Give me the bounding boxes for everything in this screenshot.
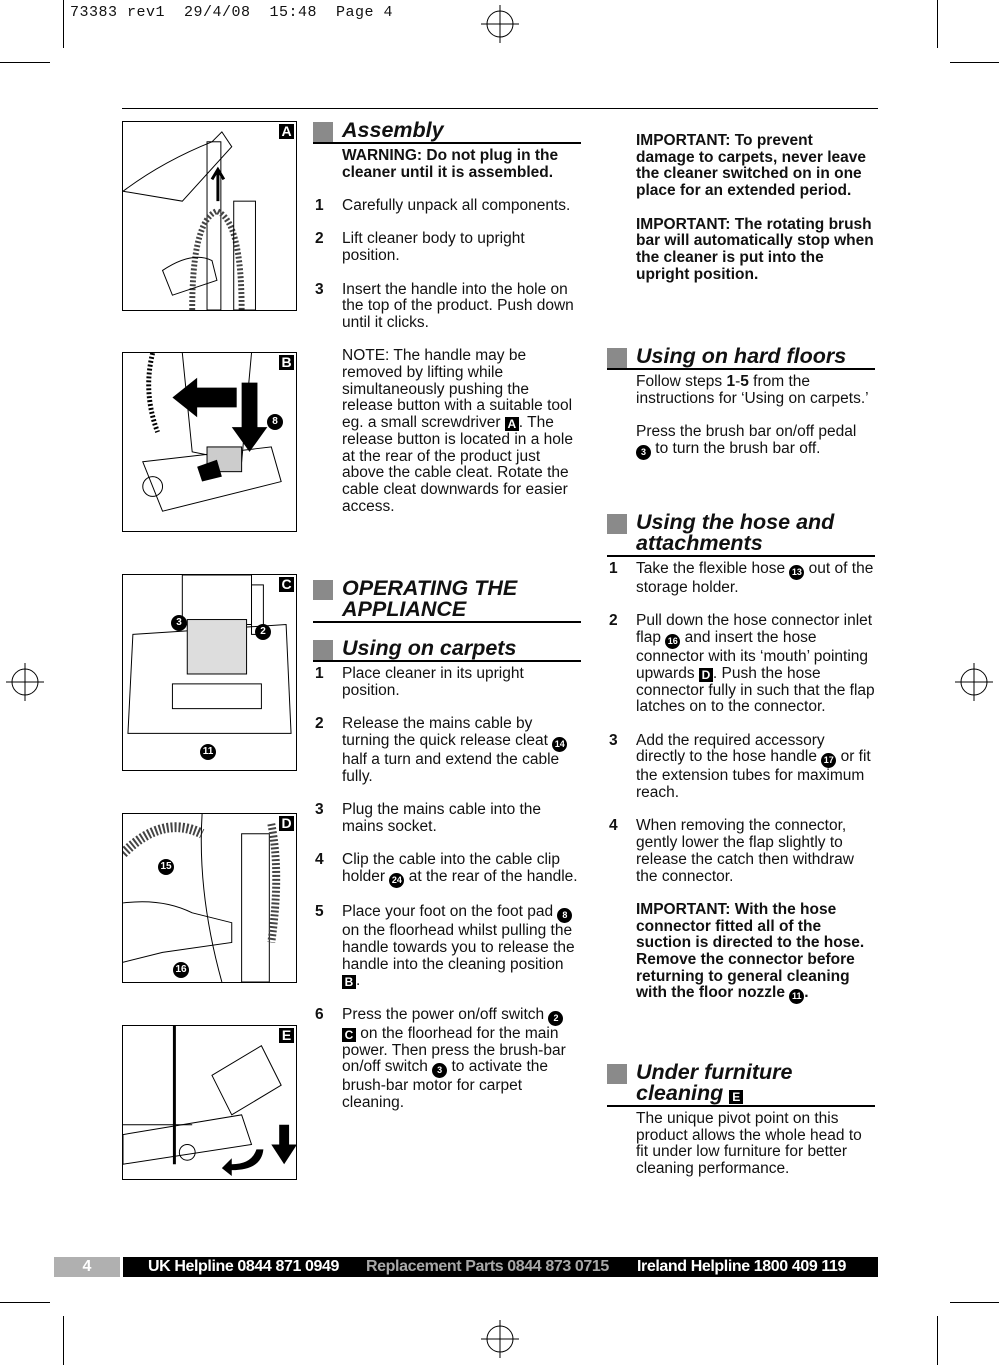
section [313, 578, 581, 623]
callout-3: 3 [171, 615, 187, 631]
crop-mark [950, 1302, 999, 1303]
figure-label: C [279, 577, 294, 592]
callout-number-icon: 2 [548, 1011, 563, 1026]
heading-square-icon [313, 580, 333, 600]
section-heading [607, 1062, 875, 1107]
figure-ref-badge: B [342, 975, 356, 989]
callout-15: 15 [158, 859, 174, 875]
text: Follow steps [636, 373, 727, 390]
text: . [804, 984, 809, 1002]
text: IMPORTANT: To prevent damage to carpets, never leave the cleaner switched on in one place for an extended period. [636, 132, 867, 200]
text: . [356, 972, 361, 990]
text: Press the brush bar on/off pedal [636, 423, 857, 441]
callout-number-icon: 13 [789, 565, 804, 580]
illustration-floorhead [123, 575, 296, 770]
text: IMPORTANT: With the hose connector fitted all of the suction is directed to the hose. Remove the connector before returning to general cleaning with the floor nozzle [636, 900, 865, 1002]
figure-c-floorhead-switches [122, 574, 297, 771]
middle-column [313, 0, 581, 1240]
text: Clip the cable into the cable clip holder [342, 850, 560, 885]
callout-number-icon: 11 [789, 989, 804, 1004]
crop-mark [937, 1316, 938, 1365]
text: NOTE: The handle may be removed by lifting while simultaneously pushing the release button with a suitable tool eg. a small screwdriver [342, 347, 573, 432]
callout-number-icon: 8 [557, 908, 572, 923]
step-ref: 5 [740, 373, 749, 390]
registration-mark-icon [6, 663, 44, 701]
paragraph [607, 217, 875, 284]
numbered-step [313, 198, 581, 215]
text: When removing the connector, gently lower the flap slightly to release the catch then withdraw the connector. [636, 817, 854, 885]
illustration-foot-pedal [123, 353, 296, 531]
step-number: 2 [609, 612, 618, 630]
numbered-step [313, 282, 581, 332]
text: Plug the mains cable into the mains socket. [342, 800, 542, 835]
text: IMPORTANT: The rotating brush bar will automatically stop when the cleaner is put into the upright position. [636, 215, 874, 283]
crop-mark [0, 1302, 50, 1303]
figure-b-upright-release [122, 352, 297, 532]
illustration-under-furniture [123, 1026, 296, 1179]
numbered-step [313, 904, 581, 990]
text: to turn the brush bar off. [651, 439, 821, 457]
heading-square-icon [607, 514, 627, 534]
text: out of the storage holder. [636, 560, 874, 596]
text: to activate the brush-bar motor for carpet cleaning. [342, 1058, 548, 1111]
crop-mark [63, 0, 64, 48]
heading-square-icon [313, 640, 333, 660]
crop-mark [63, 1316, 64, 1365]
step-number: 2 [315, 715, 324, 733]
figure-ref-badge: D [699, 668, 713, 682]
text: Carefully unpack all components. [342, 197, 571, 215]
text: . Push the hose connector fully in such that the flap latches on to the connector. [636, 664, 875, 716]
paragraph [313, 348, 581, 515]
step-number: 4 [609, 817, 618, 835]
numbered-step [313, 716, 581, 785]
section [607, 346, 875, 476]
section-heading [607, 512, 875, 557]
heading-text: Under furniture cleaning [636, 1060, 793, 1105]
section-heading [313, 578, 581, 623]
heading-text: Using the hose and attachments [636, 510, 835, 555]
section [607, 133, 875, 300]
figure-ref-badge: E [729, 1090, 743, 1104]
text: . The release button is located in a hole at the rear of the product just above the cable cleat. Rotate the cable cleat downwards for easier access. [342, 414, 573, 515]
section [607, 1062, 875, 1195]
callout-number-icon: 3 [636, 445, 651, 460]
section-heading [607, 346, 875, 370]
paragraph [607, 902, 875, 1005]
illustration-handle-insert [123, 122, 296, 310]
figure-ref-badge: A [505, 417, 519, 431]
registration-mark-icon [481, 1320, 519, 1358]
paragraph [607, 1111, 875, 1178]
callout-number-icon: 14 [552, 737, 567, 752]
crop-mark [0, 62, 50, 63]
step-number: 6 [315, 1005, 324, 1023]
section-heading [313, 638, 581, 662]
page-number: 4 [54, 1257, 120, 1277]
figure-label: A [279, 124, 294, 139]
replacement-parts-line: Replacement Parts 0844 873 0715 [366, 1258, 609, 1275]
numbered-step [607, 733, 875, 802]
heading-square-icon [313, 122, 333, 142]
figure-ref-badge: C [342, 1028, 356, 1042]
step-number: 2 [315, 230, 324, 248]
numbered-step [607, 561, 875, 597]
numbered-step [313, 231, 581, 264]
text: Place cleaner in its upright position. [342, 665, 524, 699]
footer-helpline-bar [54, 1257, 878, 1277]
text: Press the power on/off switch [342, 1005, 549, 1023]
figure-e-under-furniture [122, 1025, 297, 1180]
figure-label: D [279, 816, 294, 831]
step-number: 4 [315, 850, 324, 868]
heading-square-icon [607, 1064, 627, 1084]
paragraph [607, 374, 875, 407]
callout-number-icon: 24 [389, 873, 404, 888]
heading-text: OPERATING THE APPLIANCE [342, 576, 518, 621]
text: on the floorhead whilst pulling the handle towards you to release the handle into the cleaning position [342, 922, 575, 973]
text: Place your foot on the foot pad [342, 903, 558, 921]
step-number: 3 [609, 731, 618, 749]
numbered-step [313, 1007, 581, 1112]
numbered-step [313, 802, 581, 835]
text: Release the mains cable by turning the quick release cleat [342, 715, 553, 749]
callout-11: 11 [200, 744, 216, 760]
step-number: 1 [315, 197, 324, 215]
helpline-bar [123, 1257, 878, 1277]
callout-number-icon: 16 [665, 634, 680, 649]
text: WARNING: Do not plug in the cleaner until it is assembled. [342, 147, 559, 181]
text: at the rear of the handle. [404, 867, 578, 885]
ireland-helpline: Ireland Helpline 1800 409 119 [637, 1258, 846, 1275]
figure-label: E [279, 1028, 294, 1043]
step-ref: 1 [726, 373, 736, 390]
figure-label: B [279, 355, 294, 370]
callout-number-icon: 17 [821, 753, 836, 768]
heading-text: Using on hard floors [636, 344, 847, 368]
section [313, 638, 581, 1128]
section-heading [313, 120, 581, 144]
paragraph [313, 148, 581, 181]
text: Insert the handle into the hole on the top of the product. Push down until it clicks. [342, 280, 574, 331]
numbered-step [607, 613, 875, 716]
text: half a turn and extend the cable fully. [342, 750, 560, 785]
text: from the instructions for ‘Using on carpets.’ [636, 373, 869, 407]
text: and insert the hose connector with its ‘mouth’ pointing upwards [636, 629, 869, 682]
text: - [735, 373, 741, 390]
heading-square-icon [607, 348, 627, 368]
step-number: 1 [315, 665, 324, 682]
heading-text: Assembly [342, 118, 444, 142]
section [607, 512, 875, 1021]
text: Take the flexible hose [636, 560, 790, 577]
step-number: 1 [609, 560, 618, 577]
section [313, 120, 581, 532]
numbered-step [313, 852, 581, 888]
right-column [607, 0, 875, 1240]
callout-number-icon: 3 [432, 1063, 447, 1078]
text: Lift cleaner body to upright position. [342, 230, 525, 265]
text: or fit the extension tubes for maximum reach. [636, 748, 871, 801]
callout-16: 16 [173, 962, 189, 978]
text: The unique pivot point on this product allows the whole head to fit under low furniture for better cleaning performance. [636, 1110, 862, 1178]
print-slug: 73383 rev1 29/4/08 15:48 Page 4 [70, 4, 394, 21]
figure-d-hose-connector [122, 813, 297, 983]
text: Pull down the hose connector inlet flap [636, 612, 873, 647]
paragraph [607, 424, 875, 460]
uk-helpline: UK Helpline 0844 871 0949 [148, 1258, 340, 1275]
step-number: 3 [315, 280, 324, 298]
paragraph [607, 133, 875, 200]
figure-a-assembly [122, 121, 297, 311]
step-number: 5 [315, 903, 324, 921]
registration-mark-icon [955, 663, 993, 701]
illustration-hose-connector [123, 814, 296, 982]
callout-8: 8 [267, 414, 283, 430]
text: Add the required accessory directly to the hose handle [636, 731, 825, 766]
crop-mark [950, 62, 999, 63]
callout-2: 2 [255, 624, 271, 640]
numbered-step [313, 666, 581, 699]
crop-mark [937, 0, 938, 48]
text: on the floorhead for the main power. Then press the brush-bar on/off switch [342, 1024, 566, 1076]
heading-text: Using on carpets [342, 636, 517, 660]
step-number: 3 [315, 800, 324, 818]
numbered-step [607, 818, 875, 885]
